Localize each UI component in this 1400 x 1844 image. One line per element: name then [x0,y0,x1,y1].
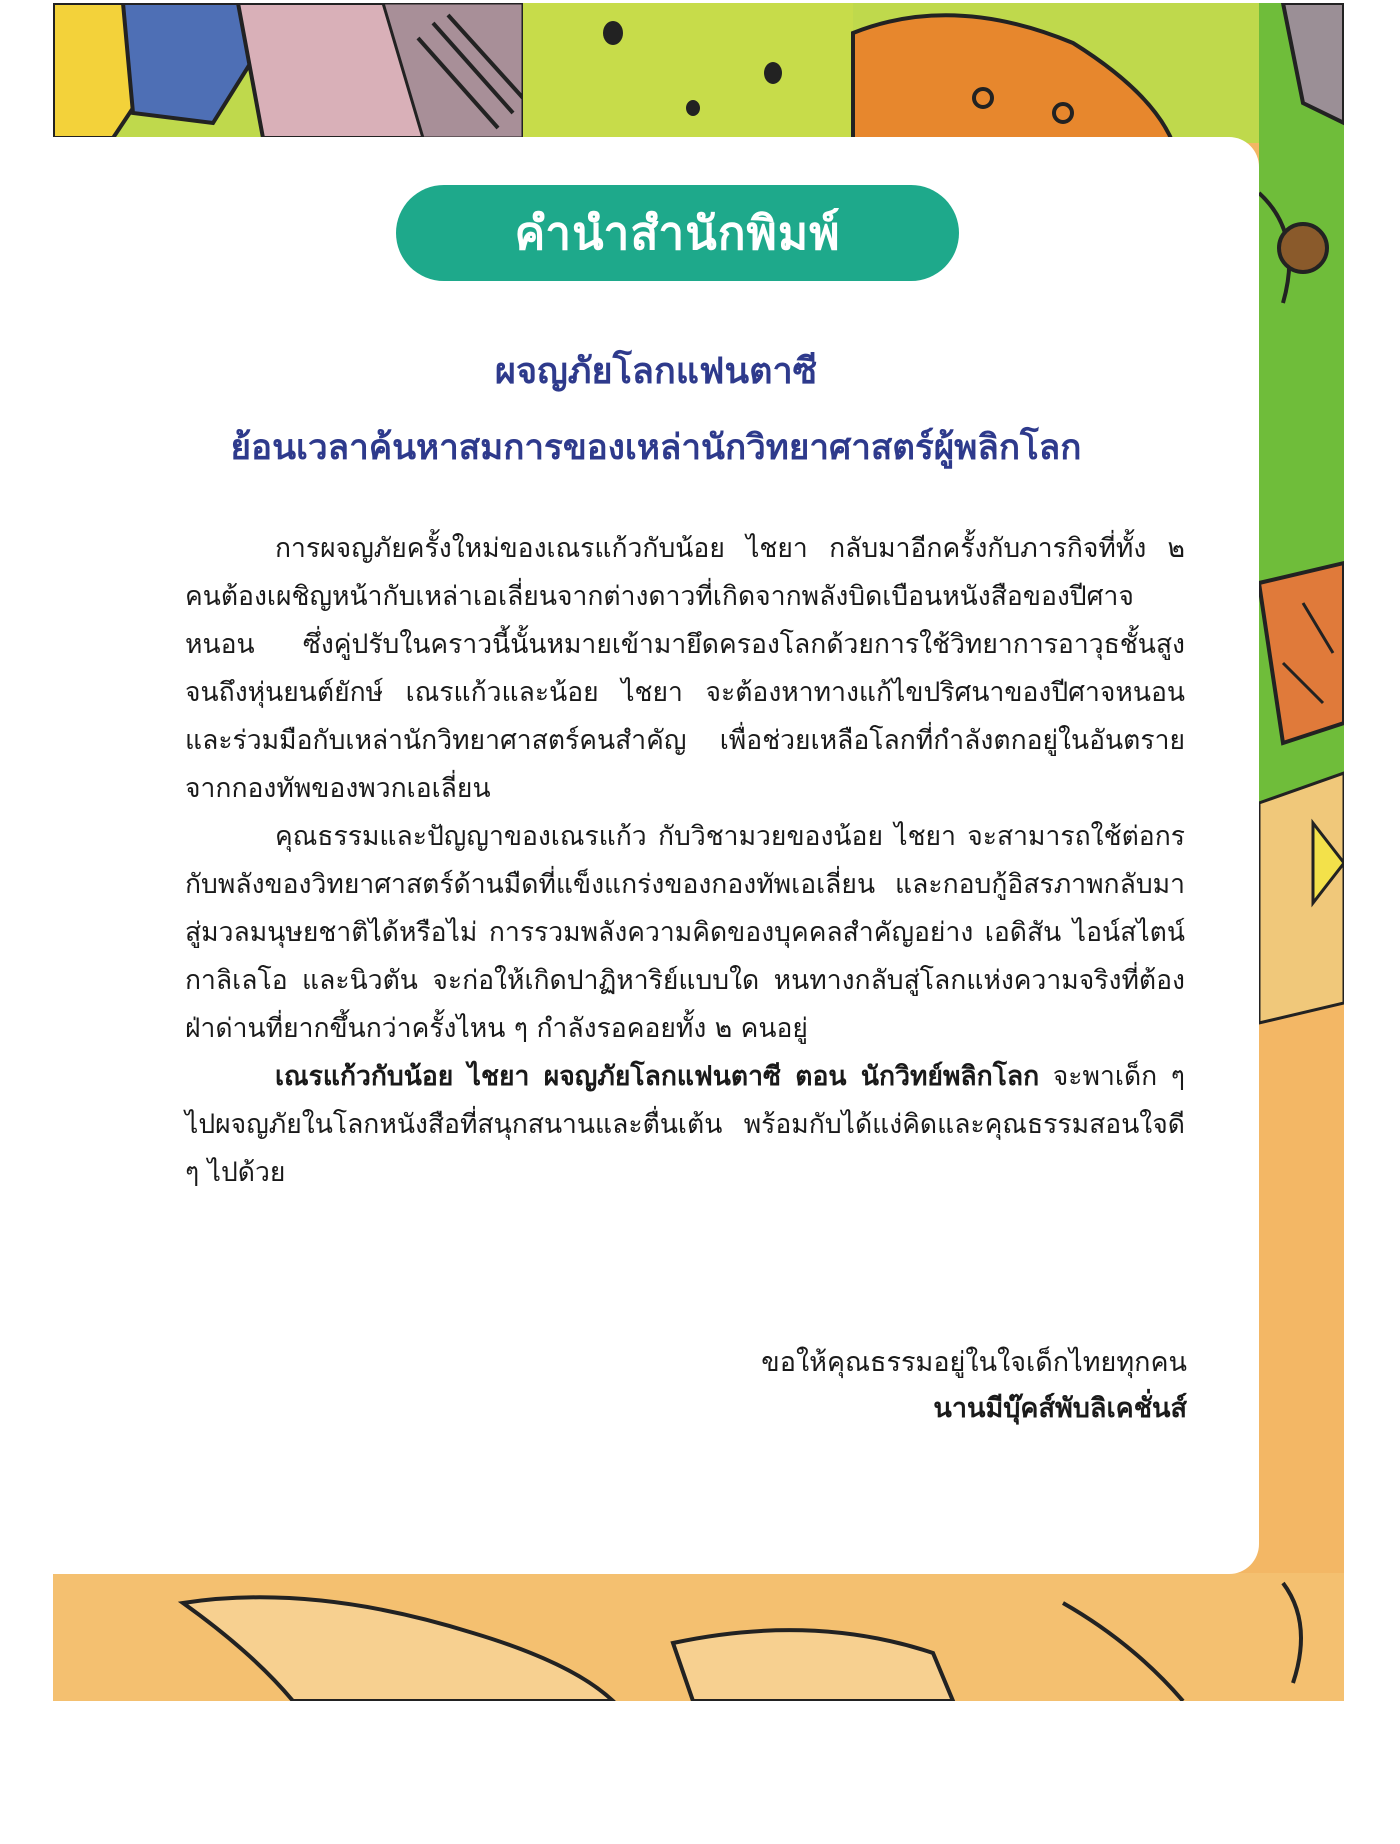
paragraph-2: คุณธรรมและปัญญาของเณรแก้ว กับวิชามวยของน้อย ไชยา จะสามารถใช้ต่อกรกับพลังของวิทยาศาสตร์ด้านมืดที่แข็งแกร่งของกองทัพเอเลี่ยน และกอบกู้อิสรภาพกลับมาสู่มวลมนุษยชาติได้หรือไม่ การรวมพลังความคิดของบุคคลสำคัญอย่าง เอดิสัน ไอน์สไตน์ กาลิเลโอ และนิวตัน จะก่อให้เกิดปาฏิหาริย์แบบใด หนทางกลับสู่โลกแห่งความจริงที่ต้องฝ่าด่านที่ยากขึ้นกว่าครั้งไหน ๆ กำลังรอคอยทั้ง ๒ คนอยู่ [185,821,1185,1044]
preface-body [185,525,1185,1197]
wish-text: ขอให้คุณธรรมอยู่ในใจเด็กไทยทุกคน [761,1347,1187,1378]
book-title-line2: ย้อนเวลาค้นหาสมการของเหล่านักวิทยาศาสตร์ผู้พลิกโลก [230,428,1082,468]
paragraph-3 [185,1053,1185,1197]
page-title: คำนำสำนักพิมพ์ [514,205,841,260]
paragraph-1: การผจญภัยครั้งใหม่ของเณรแก้วกับน้อย ไชยา กลับมาอีกครั้งกับภารกิจที่ทั้ง ๒ คนต้องเผชิญหน้ากับเหล่าเอเลี่ยนจากต่างดาวที่เกิดจากพลังบิดเบือนหนังสือของปีศาจหนอน ซึ่งคู่ปรับในคราวนี้นั้นหมายเข้ามายึดครองโลกด้วยการใช้วิทยาการอาวุธชั้นสูงจนถึงหุ่นยนต์ยักษ์ เณรแก้วและน้อย ไชยา จะต้องหาทางแก้ไขปริศนาของปีศาจหนอน และร่วมมือกับเหล่านักวิทยาศาสตร์คนสำคัญ เพื่อช่วยเหลือโลกที่กำลังตกอยู่ในอันตรายจากกองทัพของพวกเอเลี่ยน [185,533,1185,804]
book-title-line1: ผจญภัยโลกแฟนตาซี [494,351,818,392]
header-banner [396,185,959,281]
series-title: เณรแก้วกับน้อย ไชยา ผจญภัยโลกแฟนตาซี ตอน นักวิทย์พลิกโลก [275,1061,1040,1092]
sign-off [761,1340,1187,1432]
publisher-name: นานมีบุ๊คส์พับลิเคชั่นส์ [933,1393,1187,1424]
paragraph-3-text: จะพาเด็ก ๆ ไปผจญภัยในโลกหนังสือที่สนุกสนานและตื่นเต้น พร้อมกับได้แง่คิดและคุณธรรมสอนใจดี ๆ ไปด้วย [185,1061,1185,1188]
